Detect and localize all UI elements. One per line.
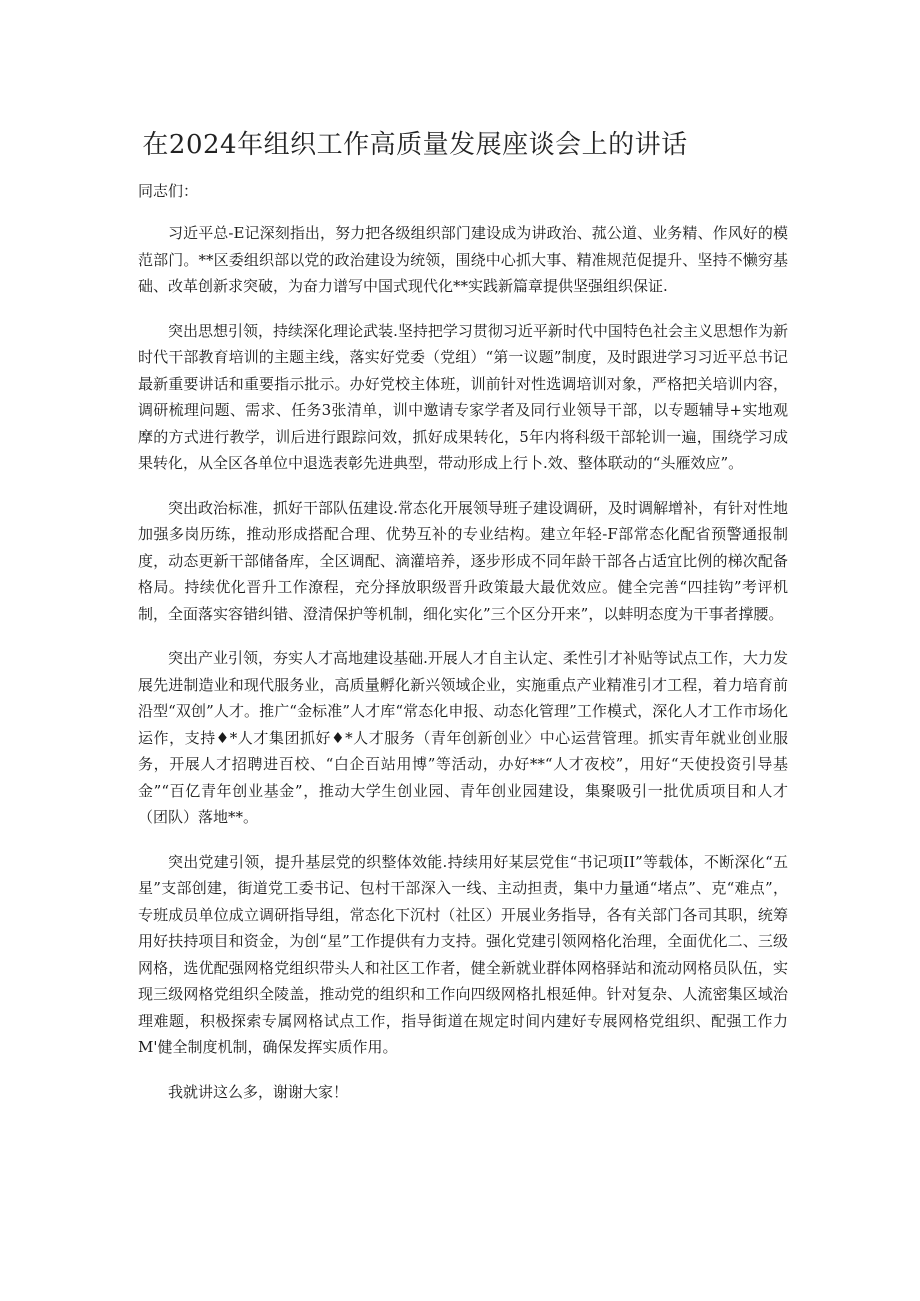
closing-remark: 我就讲这么多，谢谢大家！ [168,1082,349,1101]
paragraph-thought-guidance: 突出思想引领，持续深化理论武装.坚持把学习贯彻习近平新时代中国特色社会主义思想作为新时代干部教育培训的主题主线，落实好党委（党组）“第一议题”制度，及时跟进学习习近平总书记最新重要讲话和重要指示批示。办好党校主体班，训前针对性选调培训对象，严格把关培训内容，调研梳理问题、需求、任务3张清单，训中邀请专家学者及同行业领导干部，以专题辅导+实地观摩的方式进行教学，训后进行跟踪问效，抓好成果转化，5年内将科级干部轮训一遍，围绕学习成果转化，从全区各单位中退选表彰先进典型，带动形成上行卜.效、整体联动的“头雁效应”。 [138,321,788,472]
paragraph-opening: 习近平总-E记深刻指出，努力把各级组织部门建设成为讲政治、菰公道、业务精、作风好的模范部门。**区委组织部以党的政治建设为统领，围绕中心抓大事、精准规范促提升、坚持不懒穷基础、改革创新求突破，为奋力谱写中国式现代化**实践新篇章提供坚强组织保证. [138,224,788,295]
paragraph-industry-guidance: 突出产业引领，夯实人才高地建设基础.开展人才自主认定、柔性引才补贴等试点工作，大力发展先进制造业和现代服务业，高质量孵化新兴领域企业，实施重点产业精准引才工程，着力培育前沿型“双创”人才。推广“金标准”人才库“常态化申报、动态化管理”工作模式，深化人才工作市场化运作，支持♦*人才集团抓好♦*人才服务（青年创新创业〉中心运营管理。抓实青年就业创业服务，开展人才招聘进百校、“白企百站用博”等活动，办好**“人才夜校”，用好“天使投资引导基金”“百亿青年创业基金”，推动大学生创业园、青年创业园建设，集聚吸引一批优质项目和人才（团队）落地**。 [138,649,788,826]
paragraph-party-building: 突出党建引领，提升基层党的织整体效能.持续用好某层党隹“书记项II”等载体，不断深化“五星”支部创建，街道党工委书记、包村干部深入一线、主动担责，集中力量通“堵点”、克“难点”，专班成员单位成立调研指导组，常态化下沉村（社区）开展业务指导，各有关部门各司其职，统筹用好扶持项目和资金，为创“星”工作提供有力支持。强化党建引领网格化治理，全面优化二、三级网格，选优配强网格党组织带头人和社区工作者，健全新就业群体网格驿站和流动网格员队伍，实现三级网格党组织全陵盖，推动党的组织和工作向四级网格扎根延伸。针对复杂、人流密集区域治理难题，积极探索专属网格试点工作，指导街道在规定时间内建好专展网格党组织、配强工作力M'健全制度机制，确保发挥实质作用。 [138,852,788,1056]
document-body [138,220,788,1105]
document-title: 在2024年组织工作高质量发展座谈会上的讲话 [142,130,688,160]
paragraph-political-standard: 突出政治标准，抓好干部队伍建设.常态化开展领导班子建设调研，及时调解增补，有针对性地加强多岗历练，推动形成搭配合理、优势互补的专业结构。建立年轻-F部常态化配省预警通报制度，动态更新干部储备库，全区调配、滴灌培养，逐步形成不同年龄干部各占适宜比例的梯次配备格局。持续优化晋升工作潦程，充分择放职级晋升政策最大最优效应。健全完善“四挂钩”考评机制，全面落实容错纠错、澄清保护等机制，细化实化”三个区分开来”，以蚌明态度为干事者撑腰。 [138,498,788,623]
salutation: 同志们： [138,182,199,200]
